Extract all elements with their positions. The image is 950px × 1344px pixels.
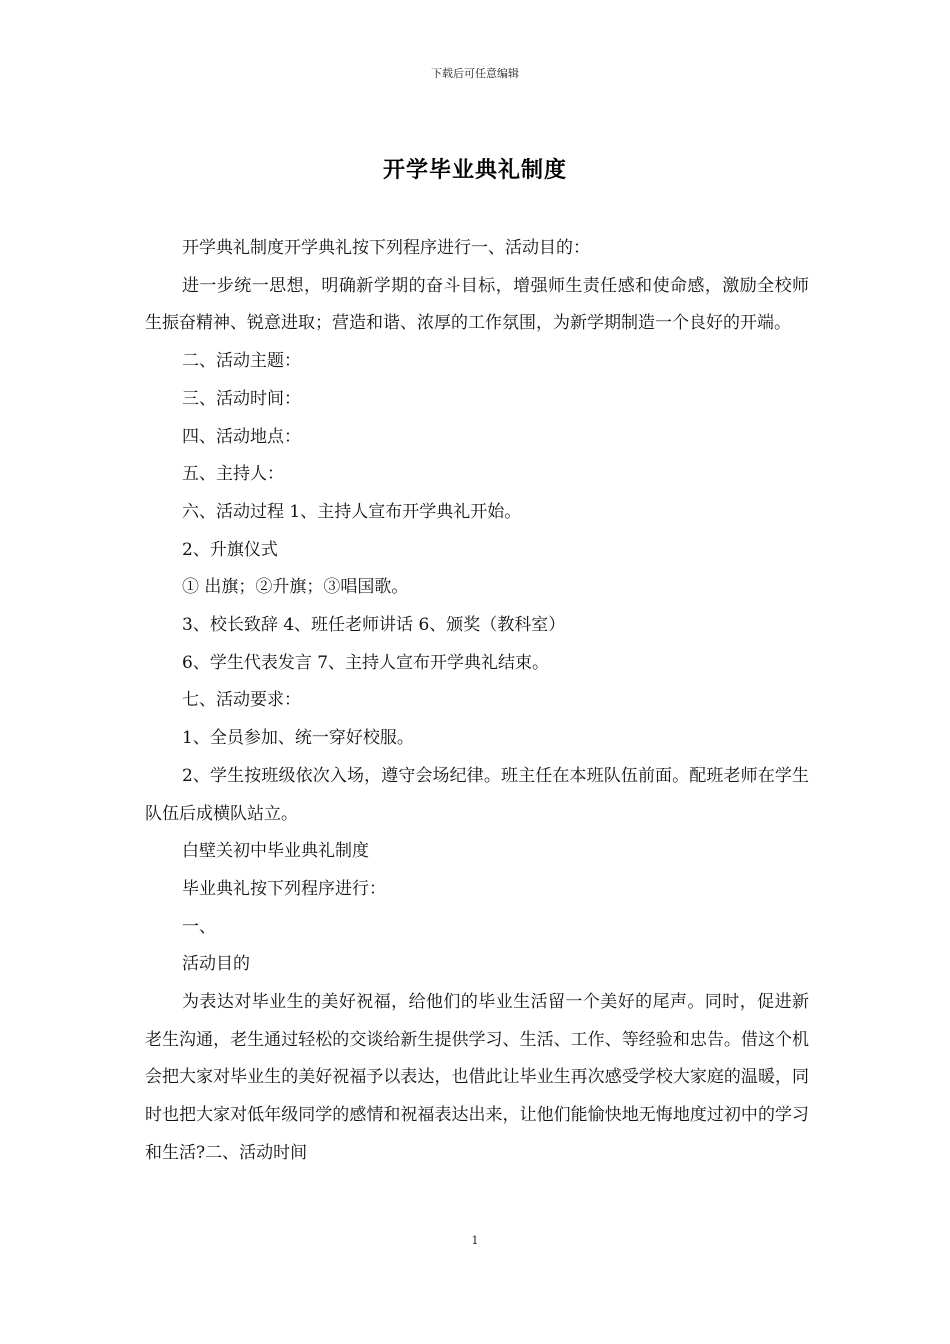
- paragraph: 六、活动过程 1、主持人宣布开学典礼开始。: [182, 501, 522, 522]
- paragraph: 2、升旗仪式: [182, 539, 278, 560]
- page-number: 1: [471, 1234, 479, 1247]
- header-note: 下载后可任意编辑: [431, 67, 519, 80]
- paragraph: 二、活动主题：: [182, 351, 301, 372]
- paragraph: 白壁关初中毕业典礼制度: [182, 841, 369, 862]
- paragraph: 五、主持人：: [182, 464, 284, 485]
- paragraph: 3、校长致辞 4、班任老师讲话 6、颁奖（教科室）: [182, 615, 566, 636]
- paragraph: 1、全员参加、统一穿好校服。: [182, 728, 414, 749]
- paragraph: 2、学生按班级依次入场，遵守会场纪律。班主任在本班队伍前面。配班老师在学生队伍后成横队站立。: [145, 765, 809, 824]
- paragraph: 进一步统一思想，明确新学期的奋斗目标，增强师生责任感和使命感，激励全校师生振奋精神、锐意进取；营造和谐、浓厚的工作氛围，为新学期制造一个良好的开端。: [145, 275, 809, 334]
- paragraph: 6、学生代表发言 7、主持人宣布开学典礼结束。: [182, 652, 550, 673]
- document-body: [145, 230, 809, 1173]
- paragraph: 开学典礼制度开学典礼按下列程序进行一、活动目的：: [182, 238, 590, 258]
- paragraph: ① 出旗；②升旗；③唱国歌。: [182, 577, 409, 598]
- document-title: 开学毕业典礼制度: [382, 157, 567, 183]
- paragraph: 一、: [182, 916, 216, 937]
- paragraph: 活动目的: [182, 954, 250, 975]
- paragraph: 七、活动要求：: [182, 690, 301, 711]
- paragraph: 四、活动地点：: [182, 426, 301, 447]
- paragraph: 毕业典礼按下列程序进行：: [182, 878, 386, 899]
- paragraph: 为表达对毕业生的美好祝福，给他们的毕业生活留一个美好的尾声。同时，促进新老生沟通，老生通过轻松的交谈给新生提供学习、生活、工作、等经验和忠告。借这个机会把大家对毕业生的美好祝福予以表达，也借此让毕业生再次感受学校大家庭的温暖，同时也把大家对低年级同学的感情和祝福表达出来，让他们能愉快地无悔地度过初中的学习和生活?二、活动时间: [145, 992, 809, 1163]
- paragraph: 三、活动时间：: [182, 388, 301, 409]
